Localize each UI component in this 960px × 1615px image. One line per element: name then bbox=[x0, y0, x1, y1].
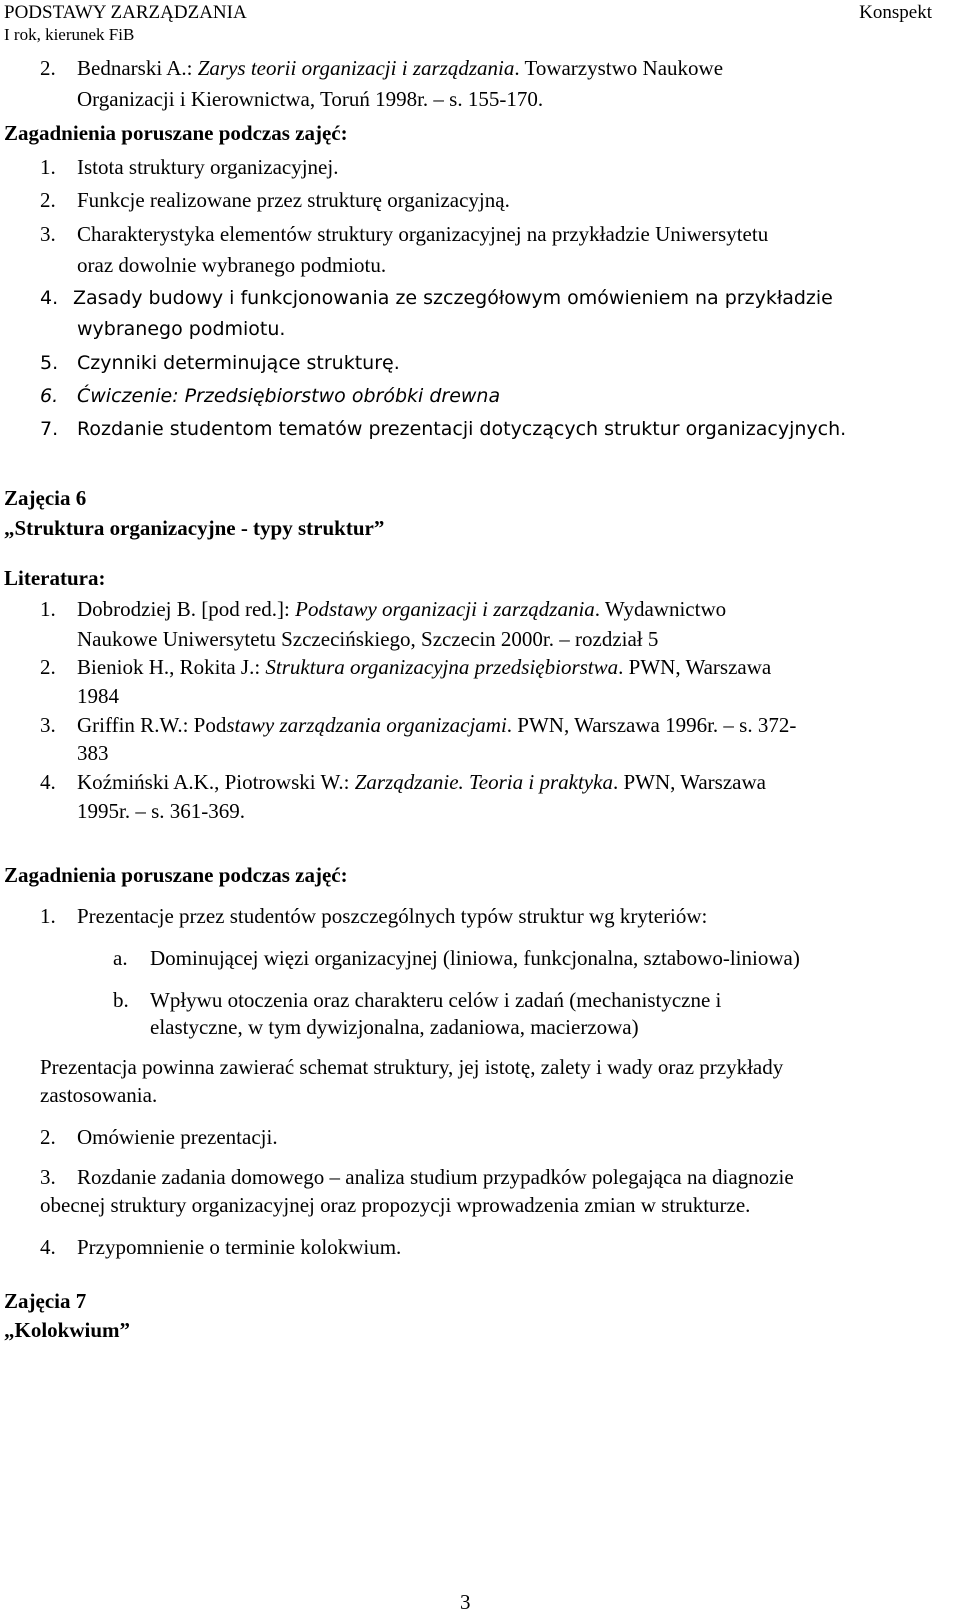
topic-text: Rozdanie studentom tematów prezentacji dotyczących struktur organizacyjnych. bbox=[77, 418, 847, 440]
reference-author: Koźmiński A.K., Piotrowski W.: bbox=[77, 770, 355, 794]
reference-author: Griffin R.W.: Pod bbox=[77, 713, 227, 737]
reference-title: Struktura organizacyjna przedsiębiorstwa bbox=[265, 655, 619, 679]
page-header bbox=[0, 0, 960, 46]
subtopic-letter: a. bbox=[113, 946, 128, 970]
topic-number: 5. bbox=[40, 352, 59, 374]
paragraph-line: zastosowania. bbox=[40, 1083, 158, 1107]
reference-number: 4. bbox=[40, 770, 56, 794]
reference-line-2: 383 bbox=[77, 741, 109, 765]
topic-text: Rozdanie zadania domowego – analiza studium przypadków polegająca na diagnozie bbox=[77, 1165, 794, 1189]
topic-text: oraz dowolnie wybranego podmiotu. bbox=[77, 253, 387, 277]
reference-line bbox=[77, 597, 726, 622]
reference-author: Bieniok H., Rokita J.: bbox=[77, 655, 266, 679]
reference-line bbox=[77, 770, 766, 795]
class-label: Zajęcia 6 bbox=[4, 486, 87, 510]
reference-line bbox=[77, 655, 771, 680]
reference-title: Zarys teorii organizacji i zarządzania bbox=[197, 56, 515, 80]
subtopic-text: elastyczne, w tym dywizjonalna, zadaniowa, macierzowa) bbox=[150, 1015, 639, 1039]
class-label: Zajęcia 7 bbox=[4, 1289, 87, 1313]
subtopic-text: Wpływu otoczenia oraz charakteru celów i zadań (mechanistyczne i bbox=[150, 988, 722, 1012]
topics-heading: Zagadnienia poruszane podczas zajęć: bbox=[4, 121, 348, 145]
topic-number: 1. bbox=[40, 155, 56, 179]
topic-text: Zasady budowy i funkcjonowania ze szczegółowym omówieniem na przykładzie bbox=[73, 287, 833, 309]
topic-text: Istota struktury organizacyjnej. bbox=[77, 155, 339, 179]
reference-line-2: Organizacji i Kierownictwa, Toruń 1998r. – s. 155-170. bbox=[77, 87, 544, 111]
topic-text: Ćwiczenie: Przedsiębiorstwo obróbki drewna bbox=[77, 385, 501, 407]
course-year: I rok, kierunek FiB bbox=[4, 25, 135, 44]
paragraph-line: Prezentacja powinna zawierać schemat struktury, jej istotę, zalety i wady oraz przykłady bbox=[40, 1055, 784, 1079]
class-title: „Kolokwium” bbox=[4, 1318, 131, 1342]
topic-text: Charakterystyka elementów struktury organizacyjnej na przykładzie Uniwersytetu bbox=[77, 222, 769, 246]
reference-title: Zarządzanie. Teoria i praktyka bbox=[354, 770, 613, 794]
topic-text: Czynniki determinujące strukturę. bbox=[77, 352, 400, 374]
literature-heading: Literatura: bbox=[4, 566, 106, 590]
topic-number: 7. bbox=[40, 418, 59, 440]
topic-text: Omówienie prezentacji. bbox=[77, 1125, 278, 1149]
reference-rest: . PWN, Warszawa bbox=[612, 770, 766, 794]
topic-text: obecnej struktury organizacyjnej oraz propozycji wprowadzenia zmian w strukturze. bbox=[40, 1193, 751, 1217]
topic-text: Prezentacje przez studentów poszczególnych typów struktur wg kryteriów: bbox=[77, 904, 708, 928]
topic-number: 3. bbox=[40, 222, 56, 246]
topic-text: Funkcje realizowane przez strukturę organizacyjną. bbox=[77, 188, 510, 212]
class-title: „Struktura organizacyjne - typy struktur” bbox=[4, 516, 385, 540]
reference-rest: . Wydawnictwo bbox=[594, 597, 727, 621]
reference-line-2: 1984 bbox=[77, 684, 119, 708]
subtopic-text: Dominującej więzi organizacyjnej (liniowa, funkcjonalna, sztabowo-liniowa) bbox=[150, 946, 800, 970]
reference-title: stawy zarządzania organizacjami bbox=[226, 713, 507, 737]
reference-number: 2. bbox=[40, 655, 56, 679]
topic-number: 6. bbox=[40, 385, 59, 407]
reference-author: Dobrodziej B. [pod red.]: bbox=[77, 597, 296, 621]
reference-line-2: Naukowe Uniwersytetu Szczecińskiego, Szczecin 2000r. – rozdział 5 bbox=[77, 627, 659, 651]
reference-line bbox=[77, 56, 723, 81]
page-number: 3 bbox=[460, 1590, 471, 1614]
reference-number: 3. bbox=[40, 713, 56, 737]
topic-text: wybranego podmiotu. bbox=[77, 318, 286, 340]
topic-number: 4. bbox=[40, 287, 59, 309]
reference-rest: . PWN, Warszawa bbox=[618, 655, 772, 679]
reference-line bbox=[77, 713, 796, 738]
topic-number: 2. bbox=[40, 188, 56, 212]
topic-number: 3. bbox=[40, 1165, 56, 1189]
document-type: Konspekt bbox=[859, 2, 932, 23]
reference-rest: . PWN, Warszawa 1996r. – s. 372- bbox=[506, 713, 797, 737]
topic-number: 2. bbox=[40, 1125, 56, 1149]
topic-number: 4. bbox=[40, 1235, 56, 1259]
topic-text: Przypomnienie o terminie kolokwium. bbox=[77, 1235, 402, 1259]
reference-number: 2. bbox=[40, 56, 56, 80]
course-title: PODSTAWY ZARZĄDZANIA bbox=[4, 2, 247, 23]
topic-number: 1. bbox=[40, 904, 56, 928]
reference-title: Podstawy organizacji i zarządzania bbox=[295, 597, 595, 621]
reference-line-2: 1995r. – s. 361-369. bbox=[77, 799, 245, 823]
topics-heading: Zagadnienia poruszane podczas zajęć: bbox=[4, 863, 348, 887]
reference-rest: . Towarzystwo Naukowe bbox=[514, 56, 724, 80]
reference-author: Bednarski A.: bbox=[77, 56, 198, 80]
subtopic-letter: b. bbox=[113, 988, 129, 1012]
reference-number: 1. bbox=[40, 597, 56, 621]
